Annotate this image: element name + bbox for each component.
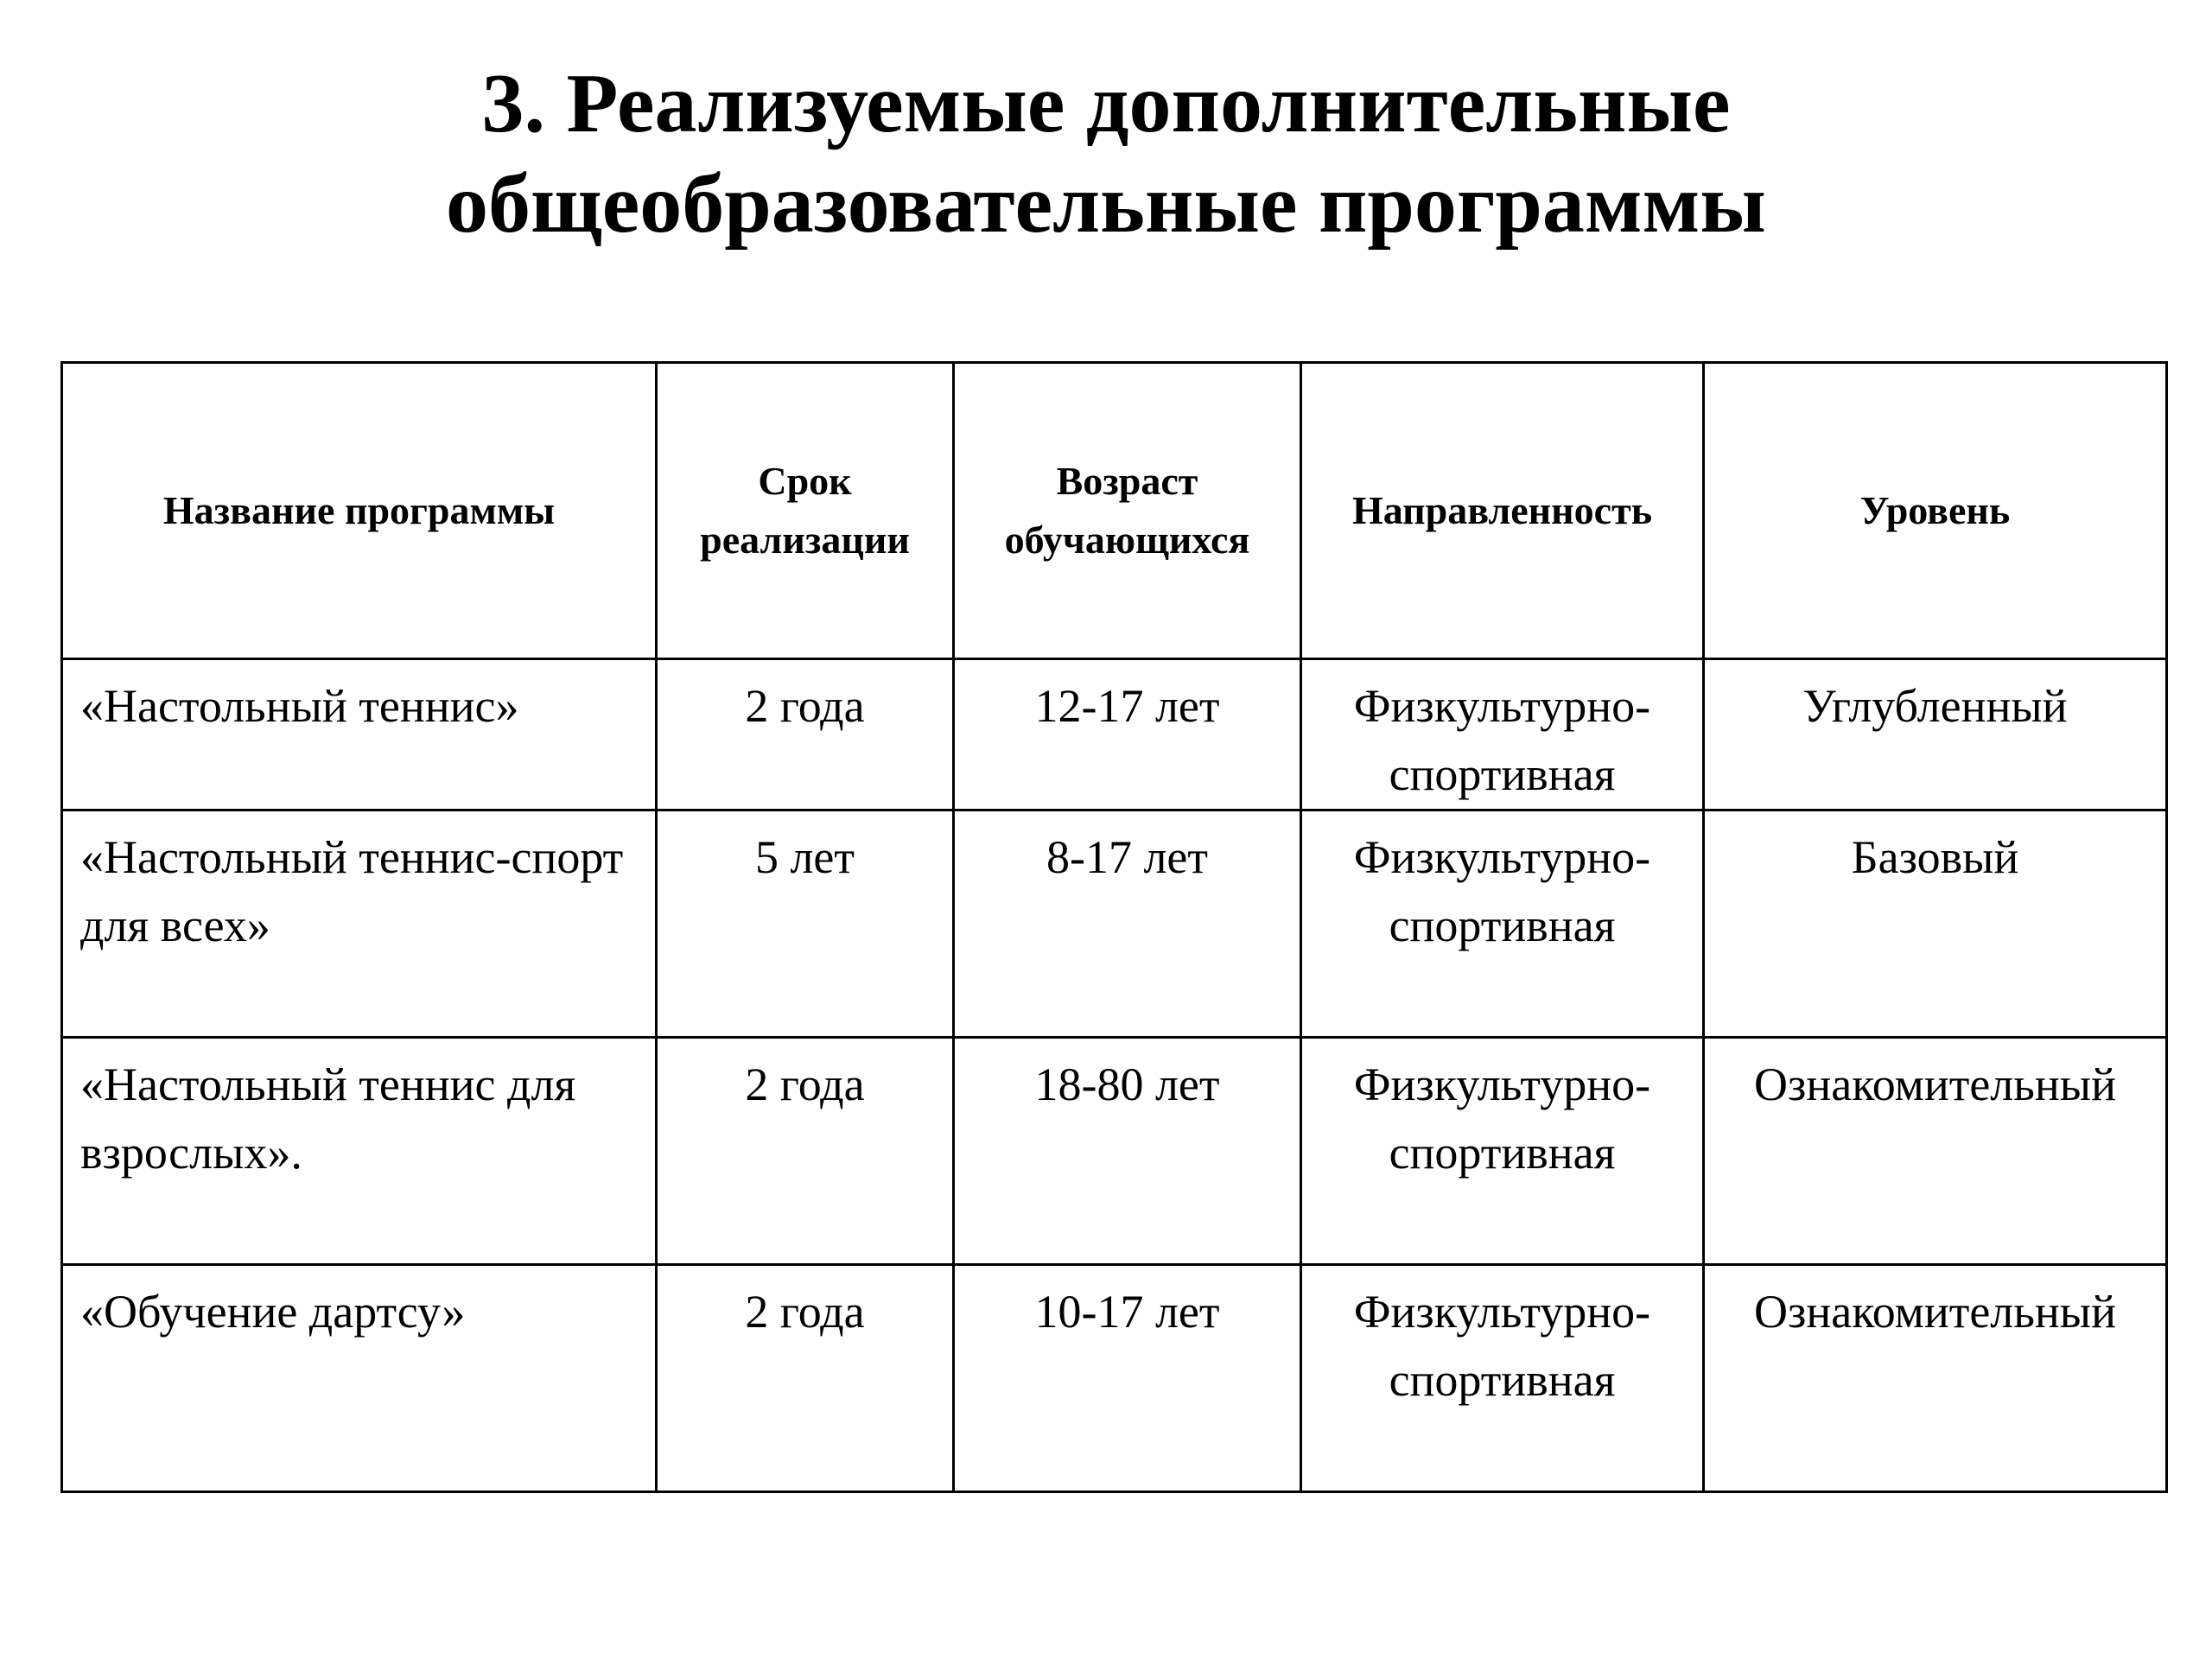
page-title-line-2: общеобразовательные программы — [446, 157, 1766, 251]
column-header-duration — [657, 363, 954, 659]
table-row — [62, 810, 2167, 1038]
cell-focus — [1301, 1038, 1704, 1265]
cell-program-name: «Обучение дартсу» — [62, 1265, 657, 1492]
cell-duration: 2 года — [657, 1038, 954, 1265]
cell-focus — [1301, 810, 1704, 1038]
cell-program-name: «Настольный теннис для взрослых». — [62, 1038, 657, 1265]
column-header-name — [62, 363, 657, 659]
cell-focus-line-2: спортивная — [1389, 899, 1616, 951]
cell-program-name: «Настольный теннис» — [62, 659, 657, 810]
cell-duration: 5 лет — [657, 810, 954, 1038]
cell-age: 10-17 лет — [954, 1265, 1301, 1492]
column-header-duration-line-2: реализации — [700, 518, 910, 562]
cell-age: 8-17 лет — [954, 810, 1301, 1038]
cell-age: 12-17 лет — [954, 659, 1301, 810]
table-row — [62, 1038, 2167, 1265]
cell-focus — [1301, 1265, 1704, 1492]
cell-focus-line-1: Физкультурно- — [1353, 831, 1651, 883]
cell-focus-line-1: Физкультурно- — [1353, 1286, 1651, 1338]
column-header-age-line-2: обучающихся — [1004, 518, 1250, 562]
page-title — [0, 54, 2212, 254]
cell-focus-line-2: спортивная — [1389, 1127, 1616, 1179]
page-title-line-1: 3. Реализуемые дополнительные — [481, 57, 1731, 150]
column-header-level-label: Уровень — [1859, 488, 2011, 532]
table-row — [62, 1265, 2167, 1492]
cell-program-name: «Настольный теннис-спорт для всех» — [62, 810, 657, 1038]
cell-focus — [1301, 659, 1704, 810]
column-header-level — [1704, 363, 2167, 659]
cell-focus-line-2: спортивная — [1389, 748, 1616, 800]
cell-level: Ознакомительный — [1704, 1038, 2167, 1265]
table-row — [62, 659, 2167, 810]
cell-duration: 2 года — [657, 1265, 954, 1492]
table-header-row — [62, 363, 2167, 659]
programs-table — [60, 361, 2168, 1493]
column-header-duration-line-1: Срок — [758, 459, 852, 503]
cell-duration: 2 года — [657, 659, 954, 810]
column-header-focus-label: Направленность — [1351, 488, 1653, 532]
cell-level: Углубленный — [1704, 659, 2167, 810]
column-header-age — [954, 363, 1301, 659]
cell-age: 18-80 лет — [954, 1038, 1301, 1265]
cell-level: Ознакомительный — [1704, 1265, 2167, 1492]
cell-level: Базовый — [1704, 810, 2167, 1038]
column-header-name-label: Название программы — [162, 488, 556, 532]
column-header-focus — [1301, 363, 1704, 659]
cell-focus-line-1: Физкультурно- — [1353, 680, 1651, 732]
cell-focus-line-1: Физкультурно- — [1353, 1058, 1651, 1110]
cell-focus-line-2: спортивная — [1389, 1354, 1616, 1406]
column-header-age-line-1: Возраст — [1056, 459, 1198, 503]
